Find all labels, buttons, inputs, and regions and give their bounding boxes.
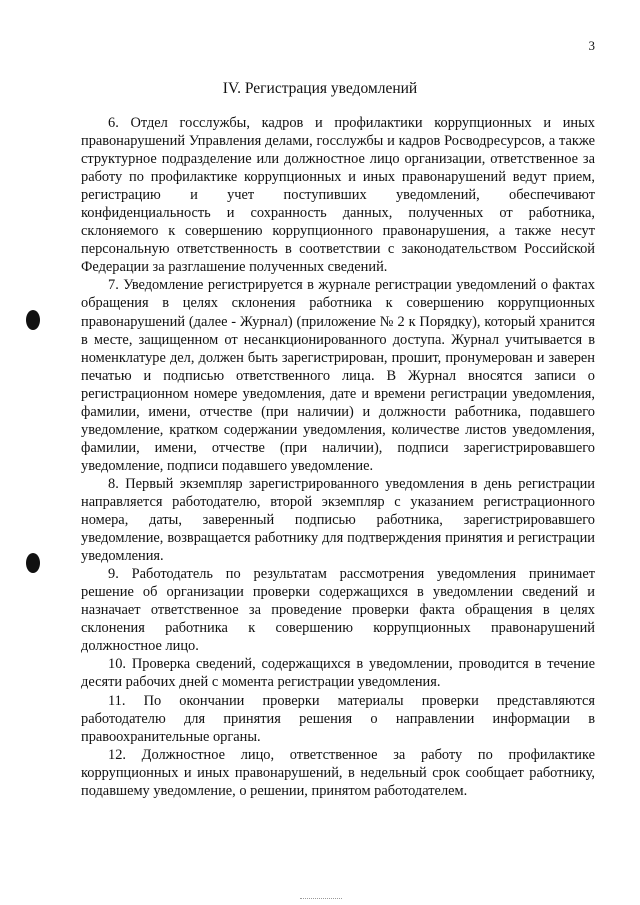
section-title: IV. Регистрация уведомлений [222,80,418,97]
binding-hole-bottom [26,553,40,573]
paragraph-10: 10. Проверка сведений, содержащихся в уведомлении, проводится в течение десяти рабочих дней с момента регистрации уведомления. [81,656,595,691]
paragraph-12: 12. Должностное лицо, ответственное за работу по профилактике коррупционных и иных правонарушений, в недельный срок сообщает работнику, подавшему уведомление, о решении, принятом работодателем. [81,746,595,799]
scan-artifact-line [300,898,342,899]
paragraph-9: 9. Работодатель по результатам рассмотрения уведомления принимает решение об организации проверки содержащихся в уведомлении сведений и назначает ответственное за проведение проверки факта обращения в целях склонения работника к совершению коррупционных правонарушений должностное лицо. [81,566,595,655]
paragraph-11: 11. По окончании проверки материалы проверки представляются работодателю для принятия решения о направлении информации в правоохранительные органы. [81,692,595,745]
document-body [81,114,595,800]
page-number: 3 [588,38,595,53]
paragraph-7: 7. Уведомление регистрируется в журнале регистрации уведомлений о фактах обращения в целях склонения работника к совершению коррупционных правонарушений (далее - Журнал) (приложение № 2 к Порядку), который хранится в месте, защищенном от несанкционированного доступа. Журнал учитывается в номенклатуре дел, должен быть зарегистрирован, прошит, пронумерован и заверен печатью и подписью ответственного лица. В Журнал вносятся записи о регистрационном номере уведомления, дате и времени регистрации уведомления, фамилии, имени, отчестве (при наличии) и должности работника, подавшего уведомление, кратком содержании уведомления, количестве листов уведомления, фамилии, имени, отчестве (при наличии), подписи зарегистрировавшего уведомление, подписи подавшего уведомление. [81,277,595,474]
paragraph-8: 8. Первый экземпляр зарегистрированного уведомления в день регистрации направляется работодателю, второй экземпляр с указанием регистрационного номера, даты, заверенный подписью работника, зарегистрировавшего уведомление, возвращается работнику для подтверждения принятия и регистрации уведомления. [81,475,595,565]
paragraph-6: 6. Отдел госслужбы, кадров и профилактики коррупционных и иных правонарушений Управления делами, госслужбы и кадров Росводресурсов, а также структурное подразделение или должностное лицо организации, ответственное за работу по профилактике коррупционных и иных правонарушений ведут прием, регистрацию и учет поступивших уведомлений, обеспечивают конфиденциальность и сохранность данных, полученных от работника, склоняемого к совершению коррупционного правонарушения, а также несут персональную ответственность в соответствии с законодательством Российской Федерации за разглашение полученных сведений. [81,115,595,276]
binding-hole-top [26,310,40,330]
